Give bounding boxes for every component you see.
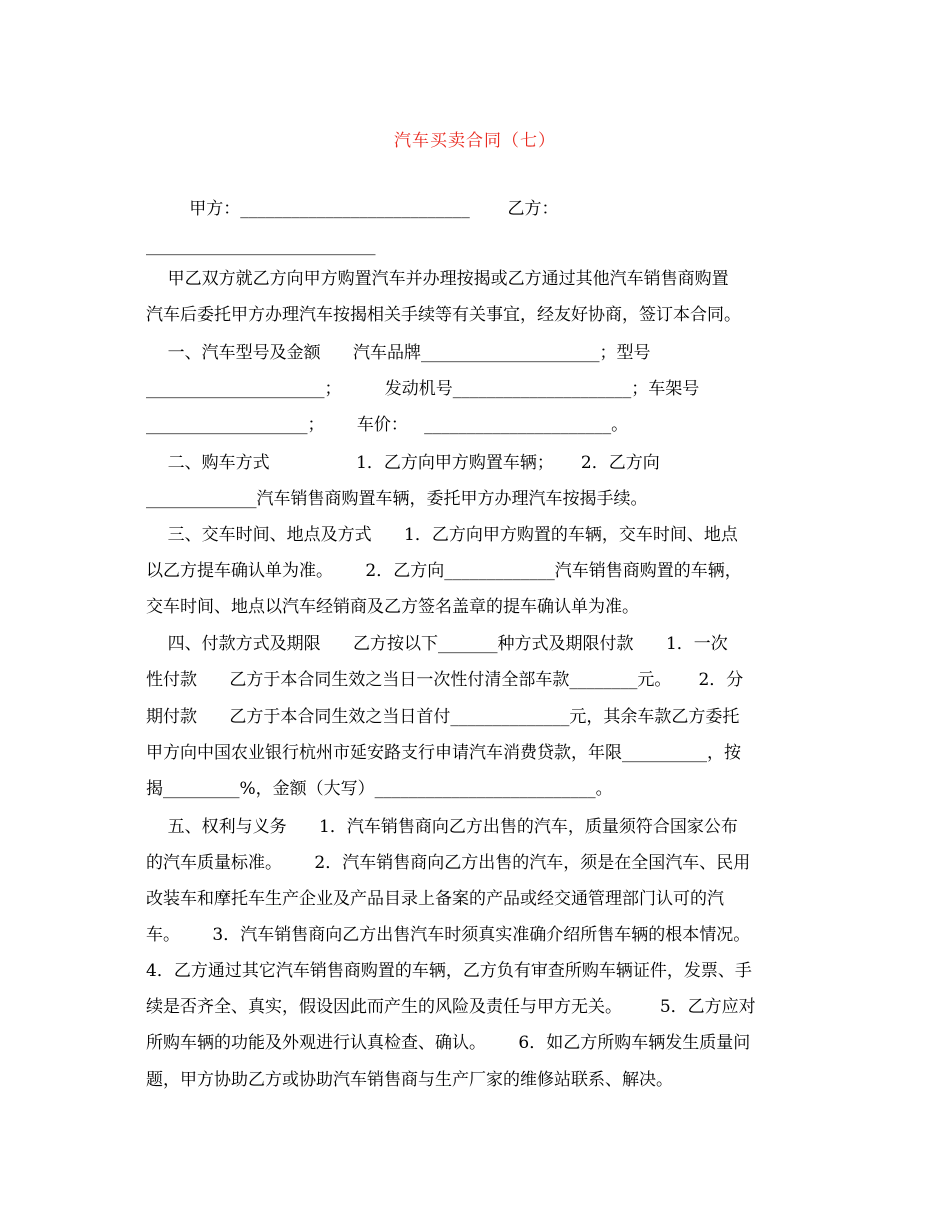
- party-line: 甲方：___________________________ 乙方：: [146, 199, 559, 219]
- clause-3-line-1: 三、交车时间、地点及方式 1．乙方向甲方购置的车辆，交车时间、地点: [146, 525, 738, 545]
- clause-4-line-4: 甲方向中国农业银行杭州市延安路支行申请汽车消费贷款，年限__________，按: [146, 743, 741, 763]
- clause-2-line-1: 二、购车方式 1．乙方向甲方购置车辆； 2．乙方向: [146, 453, 660, 473]
- clause-5-line-4: 车。 3．汽车销售商向乙方出售汽车时须真实准确介绍所售车辆的根本情况。: [146, 925, 751, 945]
- clause-4-line-3: 期付款 乙方于本合同生效之当日首付______________元，其余车款乙方委托: [146, 707, 740, 727]
- clause-5-line-1: 五、权利与义务 1．汽车销售商向乙方出售的汽车，质量须符合国家公布: [146, 817, 738, 837]
- clause-2-line-2: _____________汽车销售商购置车辆，委托甲方办理汽车按揭手续。: [146, 489, 648, 509]
- intro-line-2: 汽车后委托甲方办理汽车按揭相关手续等有关事宜，经友好协商，签订本合同。: [146, 305, 741, 325]
- clause-4-line-5: 揭_________%，金额（大写）__________________________。: [146, 779, 613, 799]
- clause-5-line-7: 所购车辆的功能及外观进行认真检查、确认。 6．如乙方所购车辆发生质量问: [146, 1033, 751, 1053]
- clause-5-line-6: 续是否齐全、真实，假设因此而产生的风险及责任与甲方无关。 5．乙方应对: [146, 997, 756, 1017]
- clause-1-line-2: _____________________； 发动机号_____________________；车架号: [146, 379, 700, 399]
- document-title: 汽车买卖合同（七）: [394, 131, 556, 151]
- clause-1-line-3: ___________________； 车价： ______________________。: [146, 415, 629, 435]
- clause-1-line-1: 一、汽车型号及金额 汽车品牌_____________________；型号: [146, 343, 651, 363]
- clause-4-line-1: 四、付款方式及期限 乙方按以下_______种方式及期限付款 1．一次: [146, 634, 728, 654]
- clause-3-line-3: 交车时间、地点以汽车经销商及乙方签名盖章的提车确认单为准。: [146, 597, 639, 617]
- clause-5-line-8: 题，甲方协助乙方或协助汽车销售商与生产厂家的维修站联系、解决。: [146, 1070, 673, 1090]
- clause-5-line-2: 的汽车质量标准。 2．汽车销售商向乙方出售的汽车，须是在全国汽车、民用: [146, 853, 751, 873]
- clause-3-line-2: 以乙方提车确认单为准。 2．乙方向_____________汽车销售商购置的车辆，: [146, 561, 742, 581]
- clause-5-line-3: 改装车和摩托车生产企业及产品目录上备案的产品或经交通管理部门认可的汽: [146, 889, 724, 909]
- intro-line-1: 甲乙双方就乙方向甲方购置汽车并办理按揭或乙方通过其他汽车销售商购置: [146, 269, 729, 289]
- clause-5-line-5: 4．乙方通过其它汽车销售商购置的车辆，乙方负有审查所购车辆证件，发票、手: [146, 961, 752, 981]
- clause-4-line-2: 性付款 乙方于本合同生效之当日一次性付清全部车款________元。 2．分: [146, 670, 744, 690]
- party-b-blank-line: ___________________________: [146, 236, 376, 256]
